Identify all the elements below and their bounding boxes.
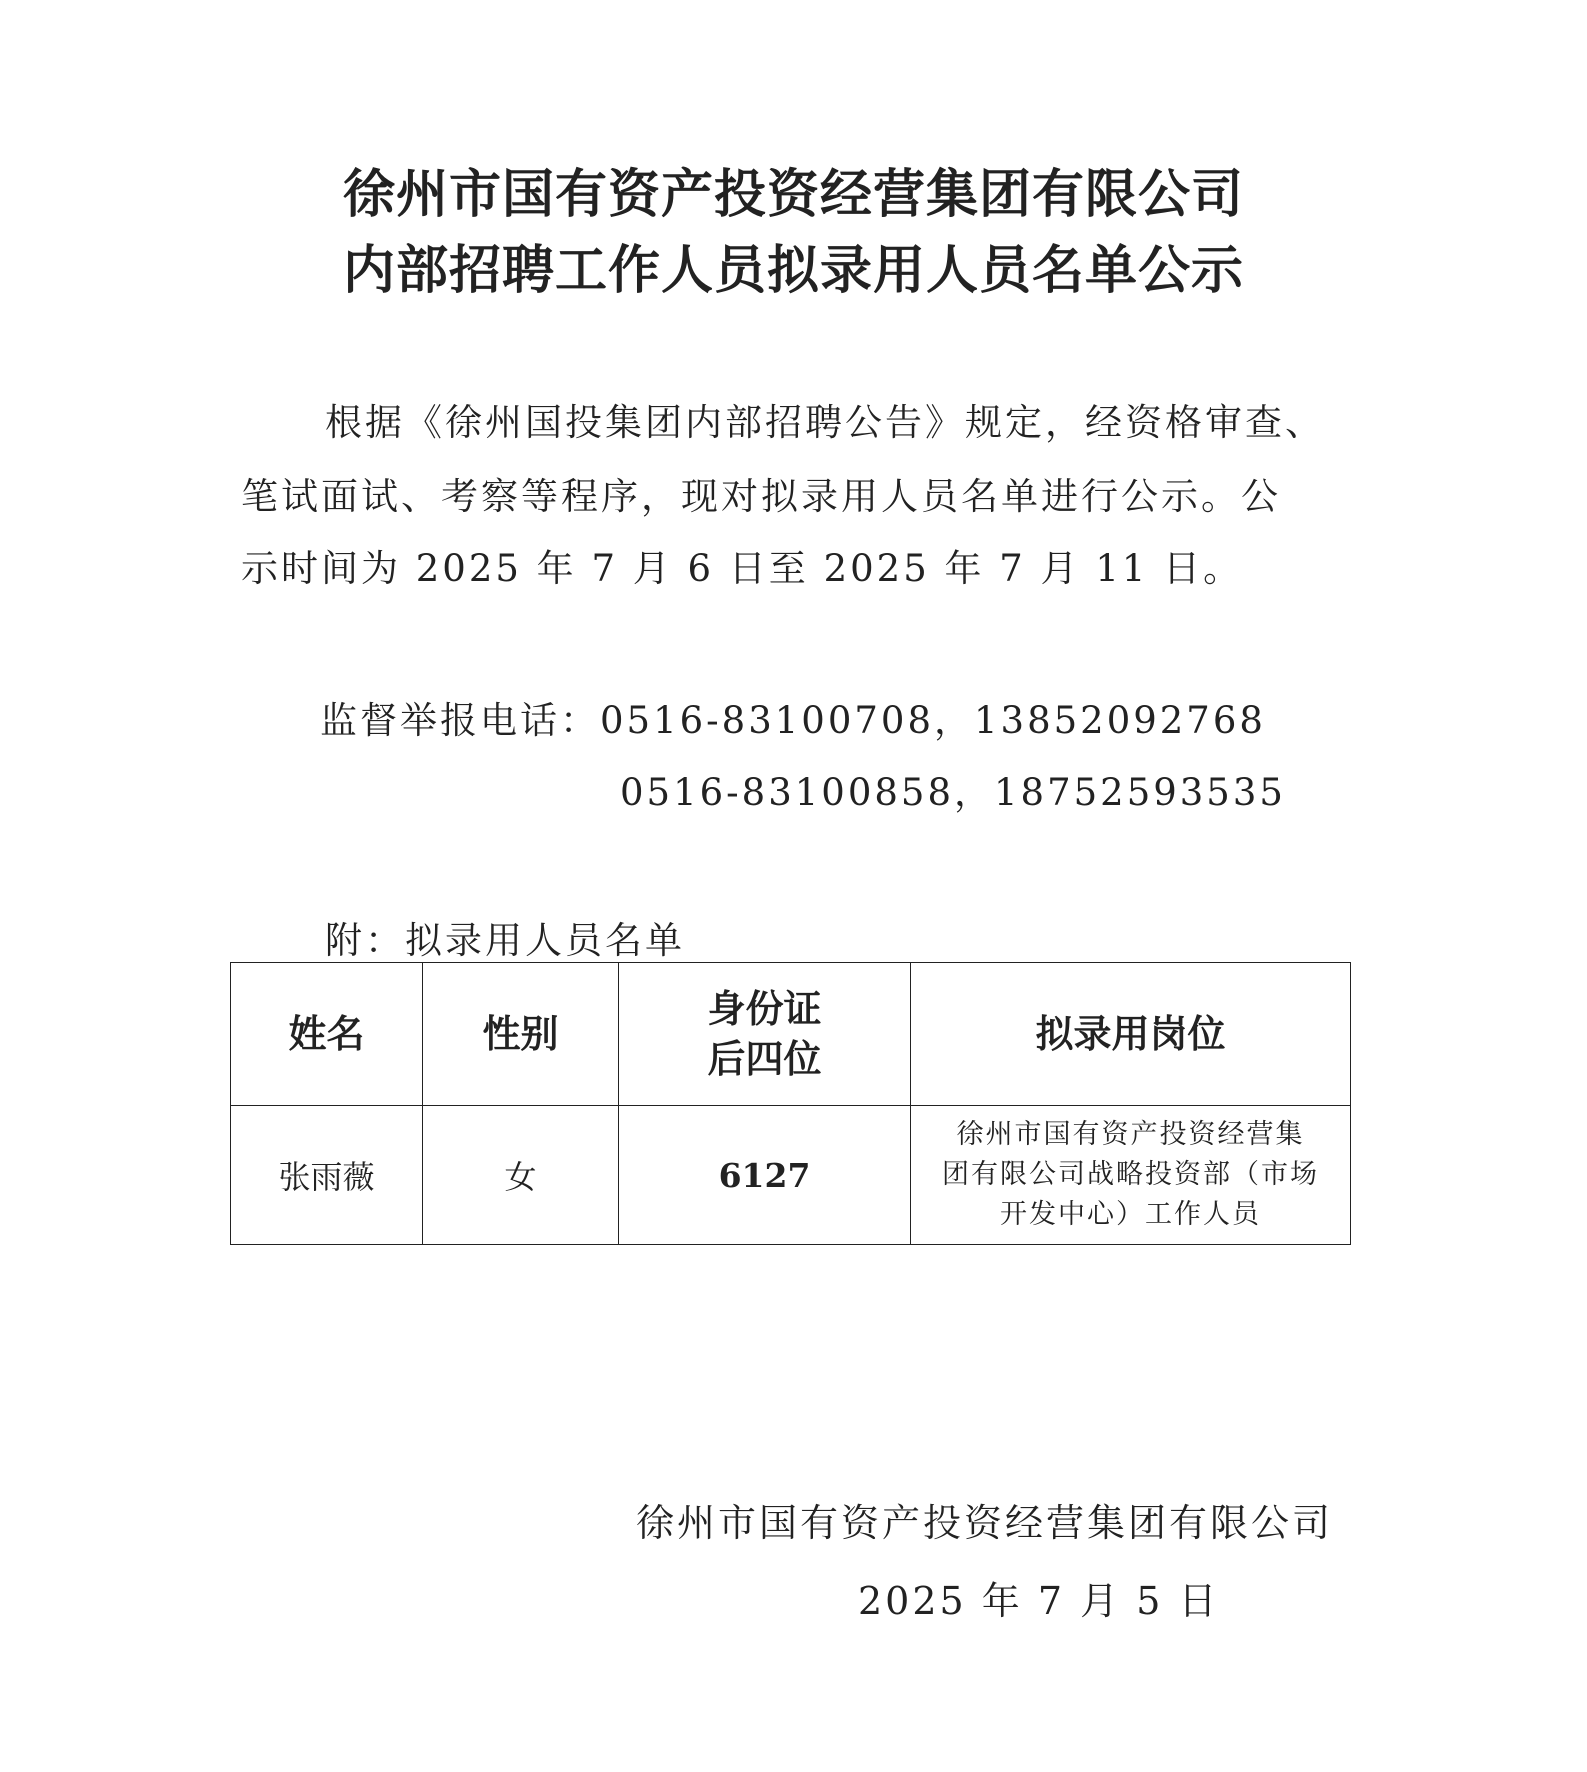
report-phone-line-2: 0516-83100858，18752593535 — [620, 771, 1286, 814]
attachment-label: 附：拟录用人员名单 — [325, 919, 685, 962]
body-paragraph-line-1: 根据《徐州国投集团内部招聘公告》规定，经资格审查、 — [325, 401, 1325, 444]
cell-name: 张雨薇 — [231, 1106, 423, 1245]
table-row — [231, 1106, 1351, 1245]
cell-position-line-2: 团有限公司战略投资部（市场 — [942, 1159, 1319, 1190]
candidate-table — [230, 962, 1351, 1245]
signature-date: 2025 年 7 月 5 日 — [858, 1579, 1220, 1623]
report-phone-line-1: 监督举报电话：0516-83100708，13852092768 — [320, 699, 1266, 742]
header-id-last4 — [619, 963, 911, 1106]
body-paragraph-line-2: 笔试面试、考察等程序，现对拟录用人员名单进行公示。公 — [241, 475, 1281, 518]
title-line-1: 徐州市国有资产投资经营集团有限公司 — [342, 165, 1244, 225]
cell-position — [911, 1106, 1351, 1245]
header-position: 拟录用岗位 — [911, 963, 1351, 1106]
body-paragraph-line-3: 示时间为 2025 年 7 月 6 日至 2025 年 7 月 11 日。 — [241, 547, 1244, 590]
cell-position-line-3: 开发中心）工作人员 — [1000, 1199, 1261, 1230]
header-id-line-2: 后四位 — [707, 1037, 822, 1081]
table-header-row — [231, 963, 1351, 1106]
header-gender: 性别 — [423, 963, 619, 1106]
cell-position-line-1: 徐州市国有资产投资经营集 — [956, 1119, 1305, 1150]
signature-organization: 徐州市国有资产投资经营集团有限公司 — [636, 1501, 1334, 1545]
header-name: 姓名 — [231, 963, 423, 1106]
cell-gender: 女 — [423, 1106, 619, 1245]
header-id-line-1: 身份证 — [707, 987, 822, 1031]
title-line-2: 内部招聘工作人员拟录用人员名单公示 — [342, 241, 1244, 301]
cell-id-last4: 6127 — [619, 1106, 911, 1245]
